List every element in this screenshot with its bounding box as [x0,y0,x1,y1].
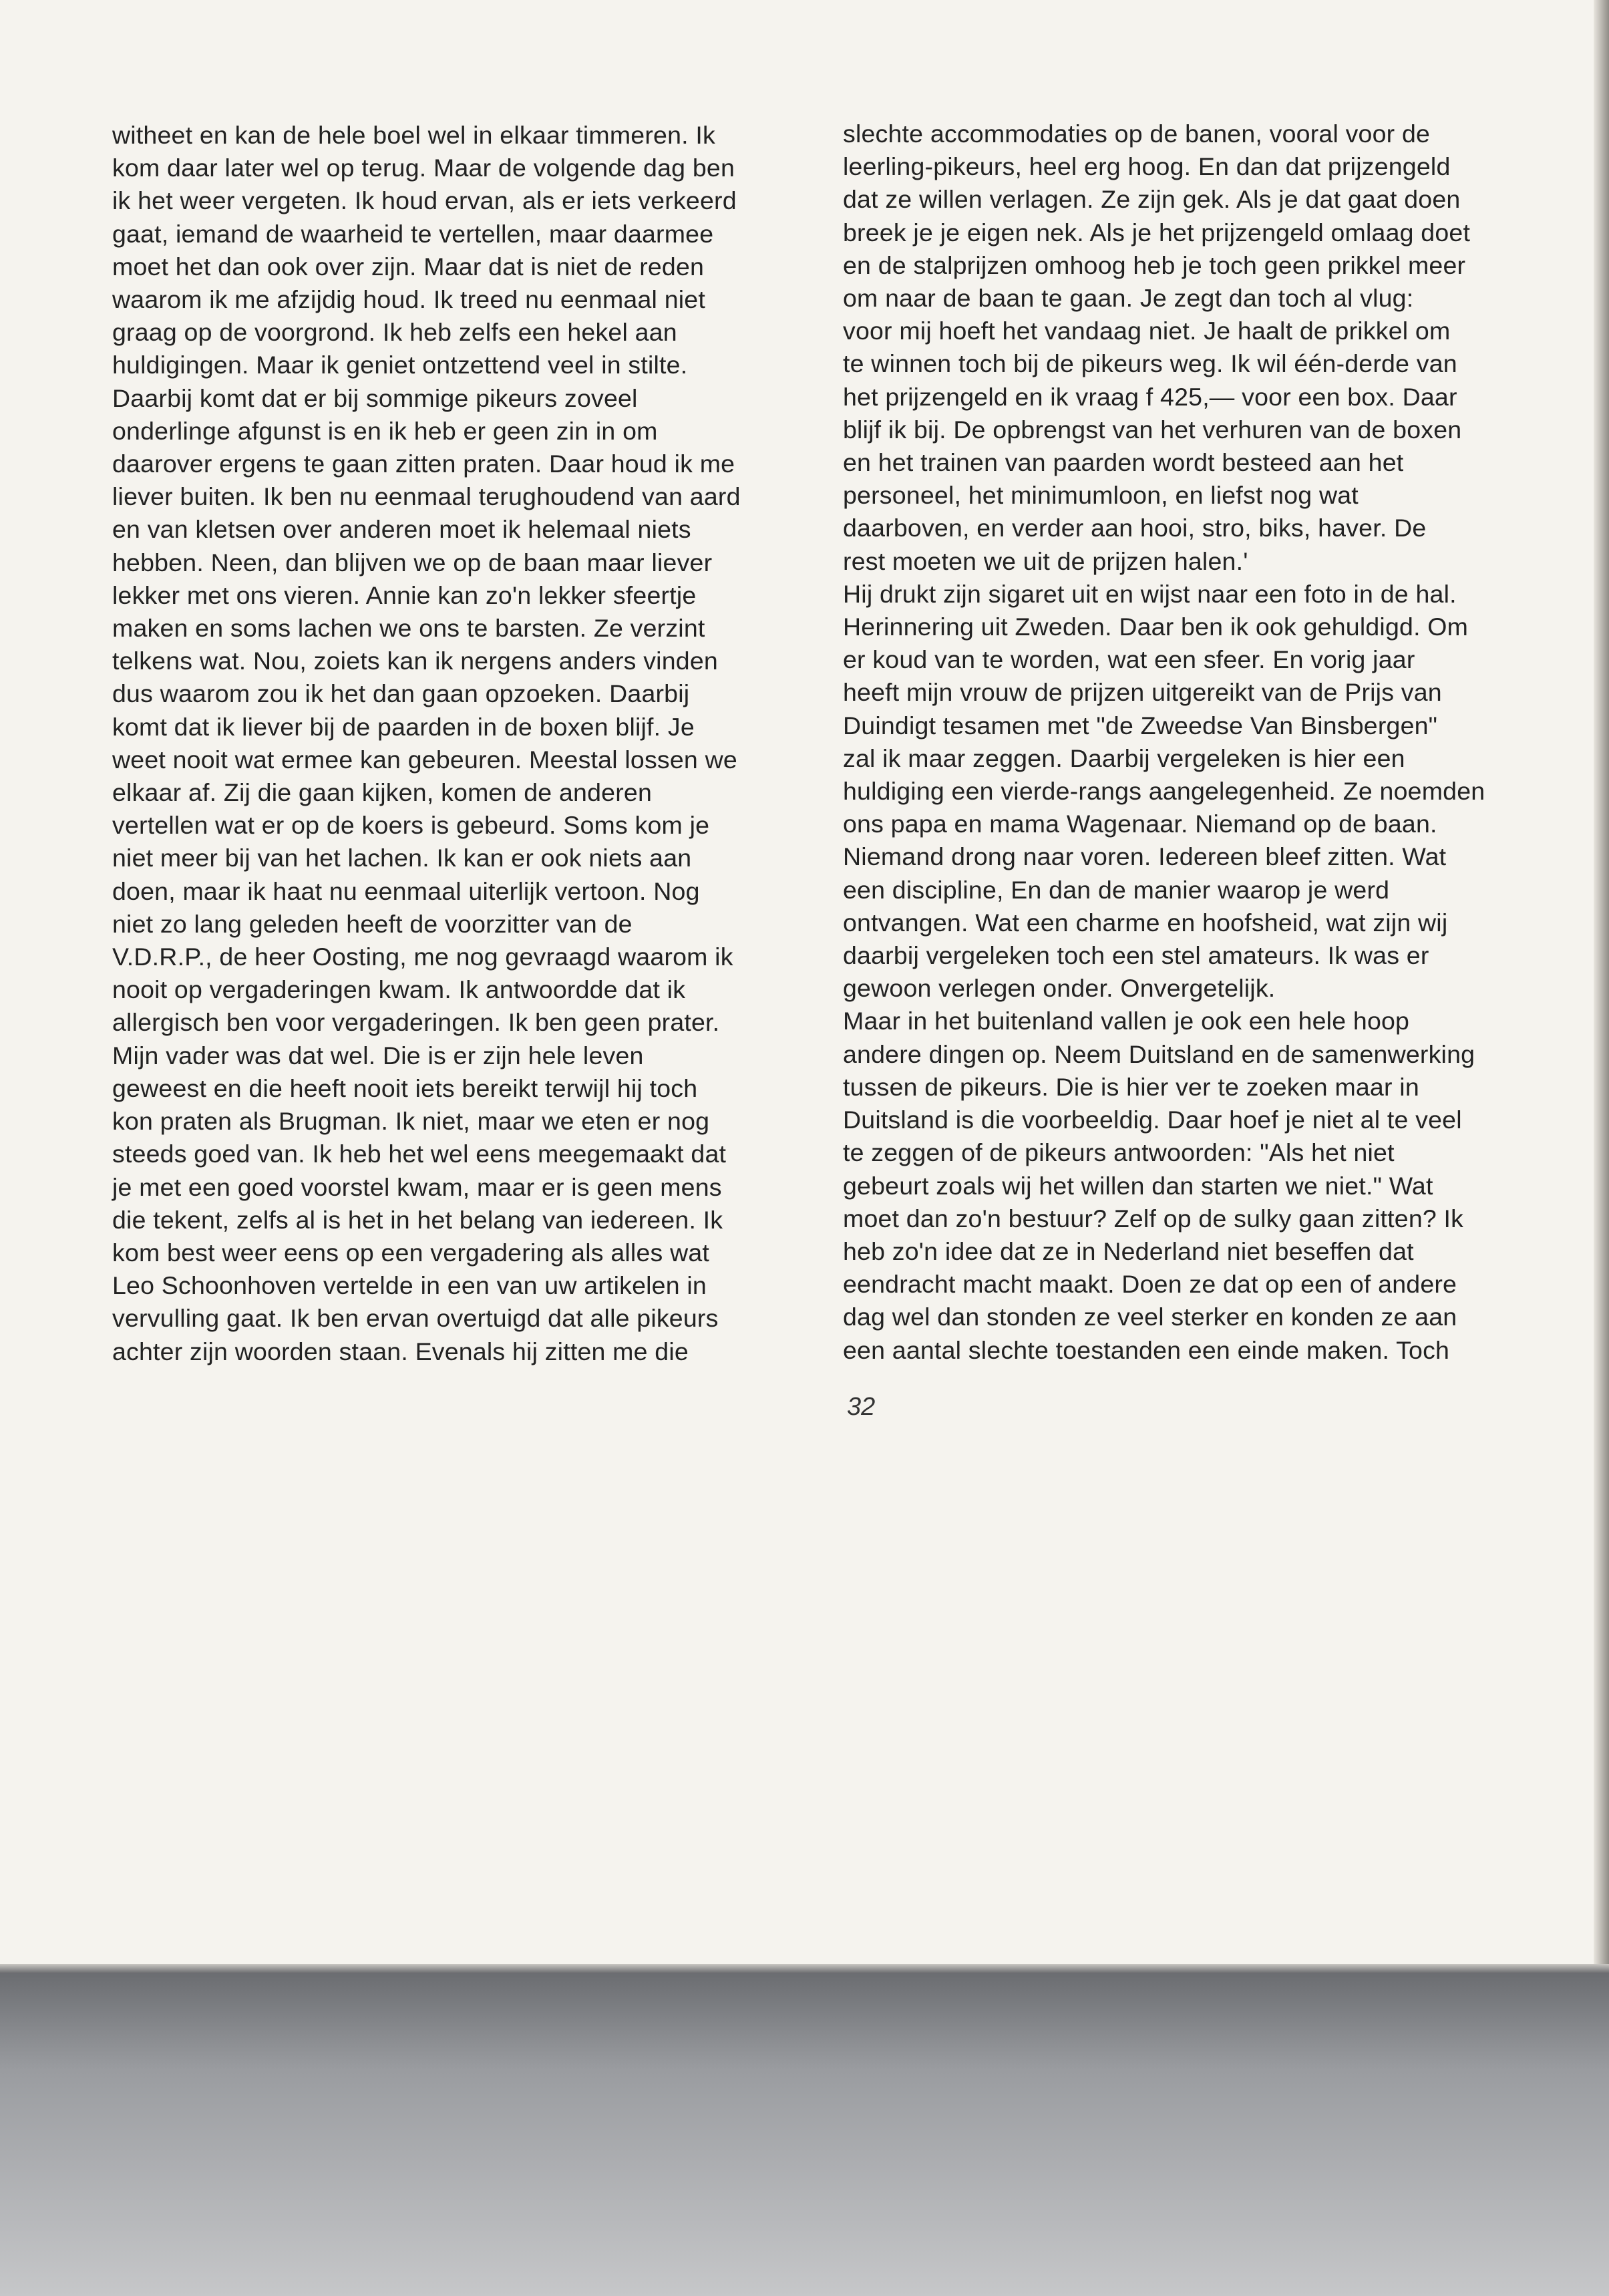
text-line: lekker met ons vieren. Annie kan zo'n lekker sfeertje [112,581,697,609]
text-line: graag op de voorgrond. Ik heb zelfs een hekel aan [112,318,677,347]
text-line: om naar de baan te gaan. Je zegt dan toch al vlug: [843,284,1414,313]
left-text-column [112,119,820,1368]
text-line: huldigingen. Maar ik geniet ontzettend veel in stilte. [112,351,688,379]
text-line: ons papa en mama Wagenaar. Niemand op de baan. [843,810,1437,838]
text-line: Daarbij komt dat er bij sommige pikeurs zoveel [112,383,638,412]
text-line: dag wel dan stonden ze veel sterker en konden ze aan [843,1303,1457,1331]
text-line: die tekent, zelfs al is het in het belang van iedereen. Ik [112,1205,723,1234]
text-line: eendracht macht maakt. Doen ze dat op een of andere [843,1270,1457,1299]
text-line: moet dan zo'n bestuur? Zelf op de sulky gaan zitten? Ik [843,1204,1464,1233]
text-line: Hij drukt zijn sigaret uit en wijst naar een foto in de hal. [843,579,1457,608]
text-line: vervulling gaat. Ik ben ervan overtuigd dat alle pikeurs [112,1304,719,1333]
text-line: daarover ergens te gaan zitten praten. Daar houd ik me [112,450,735,478]
text-line: je met een goed voorstel kwam, maar er is geen mens [112,1172,722,1201]
text-line: niet meer bij van het lachen. Ik kan er ook niets aan [112,844,692,872]
text-line: kom best weer eens op een vergadering als alles wat [112,1238,710,1267]
text-line: kon praten als Brugman. Ik niet, maar we eten er nog [112,1107,710,1136]
text-line: rest moeten we uit de prijzen halen.' [843,546,1248,575]
text-line: en het trainen van paarden wordt besteed aan het [843,448,1404,477]
text-line: achter zijn woorden staan. Evenals hij zitten me die [112,1337,689,1365]
text-line: Herinnering uit Zweden. Daar ben ik ook gehuldigd. Om [843,613,1469,641]
text-line: telkens wat. Nou, zoiets kan ik nergens anders vinden [112,647,718,675]
text-line: blijf ik bij. De opbrengst van het verhuren van de boxen [843,415,1462,444]
text-line: witheet en kan de hele boel wel in elkaar timmeren. Ik [112,121,715,149]
text-line: voor mij hoeft het vandaag niet. Je haalt de prikkel om [843,317,1451,345]
text-line: en de stalprijzen omhoog heb je toch geen prikkel meer [843,251,1466,279]
text-line: gaat, iemand de waarheid te vertellen, maar daarmee [112,219,714,248]
text-line: Maar in het buitenland vallen je ook een hele hoop [843,1007,1410,1035]
text-line: V.D.R.P., de heer Oosting, me nog gevraagd waarom ik [112,943,733,971]
text-line: weet nooit wat ermee kan gebeuren. Meestal lossen we [112,745,737,774]
text-line: doen, maar ik haat nu eenmaal uiterlijk vertoon. Nog [112,876,700,905]
text-line: andere dingen op. Neem Duitsland en de samenwerking [843,1039,1475,1068]
text-line: personeel, het minimumloon, en liefst nog wat [843,481,1359,510]
text-line: gewoon verlegen onder. Onvergetelijk. [843,974,1276,1003]
text-line: waarom ik me afzijdig houd. Ik treed nu eenmaal niet [112,285,705,314]
text-line: er koud van te worden, wat een sfeer. En vorig jaar [843,645,1415,674]
text-line: kom daar later wel op terug. Maar de volgende dag ben [112,154,735,182]
text-line: heeft mijn vrouw de prijzen uitgereikt van de Prijs van [843,678,1442,707]
text-line: tussen de pikeurs. Die is hier ver te zoeken maar in [843,1072,1419,1101]
right-text-column [843,118,1541,1367]
text-line: gebeurt zoals wij het willen dan starten we niet." Wat [843,1171,1433,1200]
text-line: ontvangen. Wat een charme en hoofsheid, wat zijn wij [843,908,1448,937]
text-line: breek je je eigen nek. Als je het prijzengeld omlaag doet [843,218,1471,247]
page-bottom-edge [0,1964,1609,1973]
page-number: 32 [847,1393,876,1421]
text-line: elkaar af. Zij die gaan kijken, komen de anderen [112,778,652,807]
text-line: vertellen wat er op de koers is gebeurd. Soms kom je [112,811,710,840]
text-line: te winnen toch bij de pikeurs weg. Ik wil één-derde van [843,349,1457,378]
text-line: allergisch ben voor vergaderingen. Ik ben geen prater. [112,1008,720,1037]
text-line: leerling-pikeurs, heel erg hoog. En dan dat prijzengeld [843,152,1451,181]
text-line: komt dat ik liever bij de paarden in de boxen blijf. Je [112,712,695,741]
text-line: Duitsland is die voorbeeldig. Daar hoef je niet al te veel [843,1106,1462,1134]
text-line: hebben. Neen, dan blijven we op de baan maar liever [112,548,713,577]
text-line: huldiging een vierde-rangs aangelegenheid. Ze noemden [843,777,1485,806]
page-edge-shadow [1594,0,1609,1972]
text-line: zal ik maar zeggen. Daarbij vergeleken is hier een [843,744,1405,772]
text-line: te zeggen of de pikeurs antwoorden: "Als het niet [843,1138,1395,1167]
text-line: een discipline, En dan de manier waarop je werd [843,875,1390,904]
text-line: Niemand drong naar voren. Iedereen bleef zitten. Wat [843,842,1447,871]
text-line: slechte accommodaties op de banen, vooral voor de [843,120,1431,148]
text-line: heb zo'n idee dat ze in Nederland niet beseffen dat [843,1237,1414,1265]
scanner-backdrop [0,1973,1609,2296]
text-line: het prijzengeld en ik vraag f 425,— voor een box. Daar [843,382,1457,411]
text-line: maken en soms lachen we ons te barsten. Ze verzint [112,614,705,643]
text-line: daarbij vergeleken toch een stel amateurs. Ik was er [843,941,1429,970]
text-line: daarboven, en verder aan hooi, stro, biks, haver. De [843,514,1427,542]
text-line: niet zo lang geleden heeft de voorzitter van de [112,909,633,938]
text-line: een aantal slechte toestanden een einde maken. Toch [843,1335,1450,1364]
text-line: en van kletsen over anderen moet ik helemaal niets [112,515,691,544]
text-line: ik het weer vergeten. Ik houd ervan, als er iets verkeerd [112,186,737,215]
text-line: dat ze willen verlagen. Ze zijn gek. Als je dat gaat doen [843,185,1461,214]
text-line: geweest en die heeft nooit iets bereikt terwijl hij toch [112,1074,698,1102]
text-line: Leo Schoonhoven vertelde in een van uw artikelen in [112,1271,707,1300]
text-line: liever buiten. Ik ben nu eenmaal terughoudend van aard [112,482,741,511]
text-line: nooit op vergaderingen kwam. Ik antwoordde dat ik [112,975,686,1004]
text-line: onderlinge afgunst is en ik heb er geen zin in om [112,416,658,445]
text-line: moet het dan ook over zijn. Maar dat is niet de reden [112,252,705,281]
text-line: Duindigt tesamen met "de Zweedse Van Binsbergen" [843,711,1438,740]
text-line: dus waarom zou ik het dan gaan opzoeken. Daarbij [112,679,690,708]
text-line: steeds goed van. Ik heb het wel eens meegemaakt dat [112,1140,727,1168]
text-line: Mijn vader was dat wel. Die is er zijn hele leven [112,1041,644,1070]
